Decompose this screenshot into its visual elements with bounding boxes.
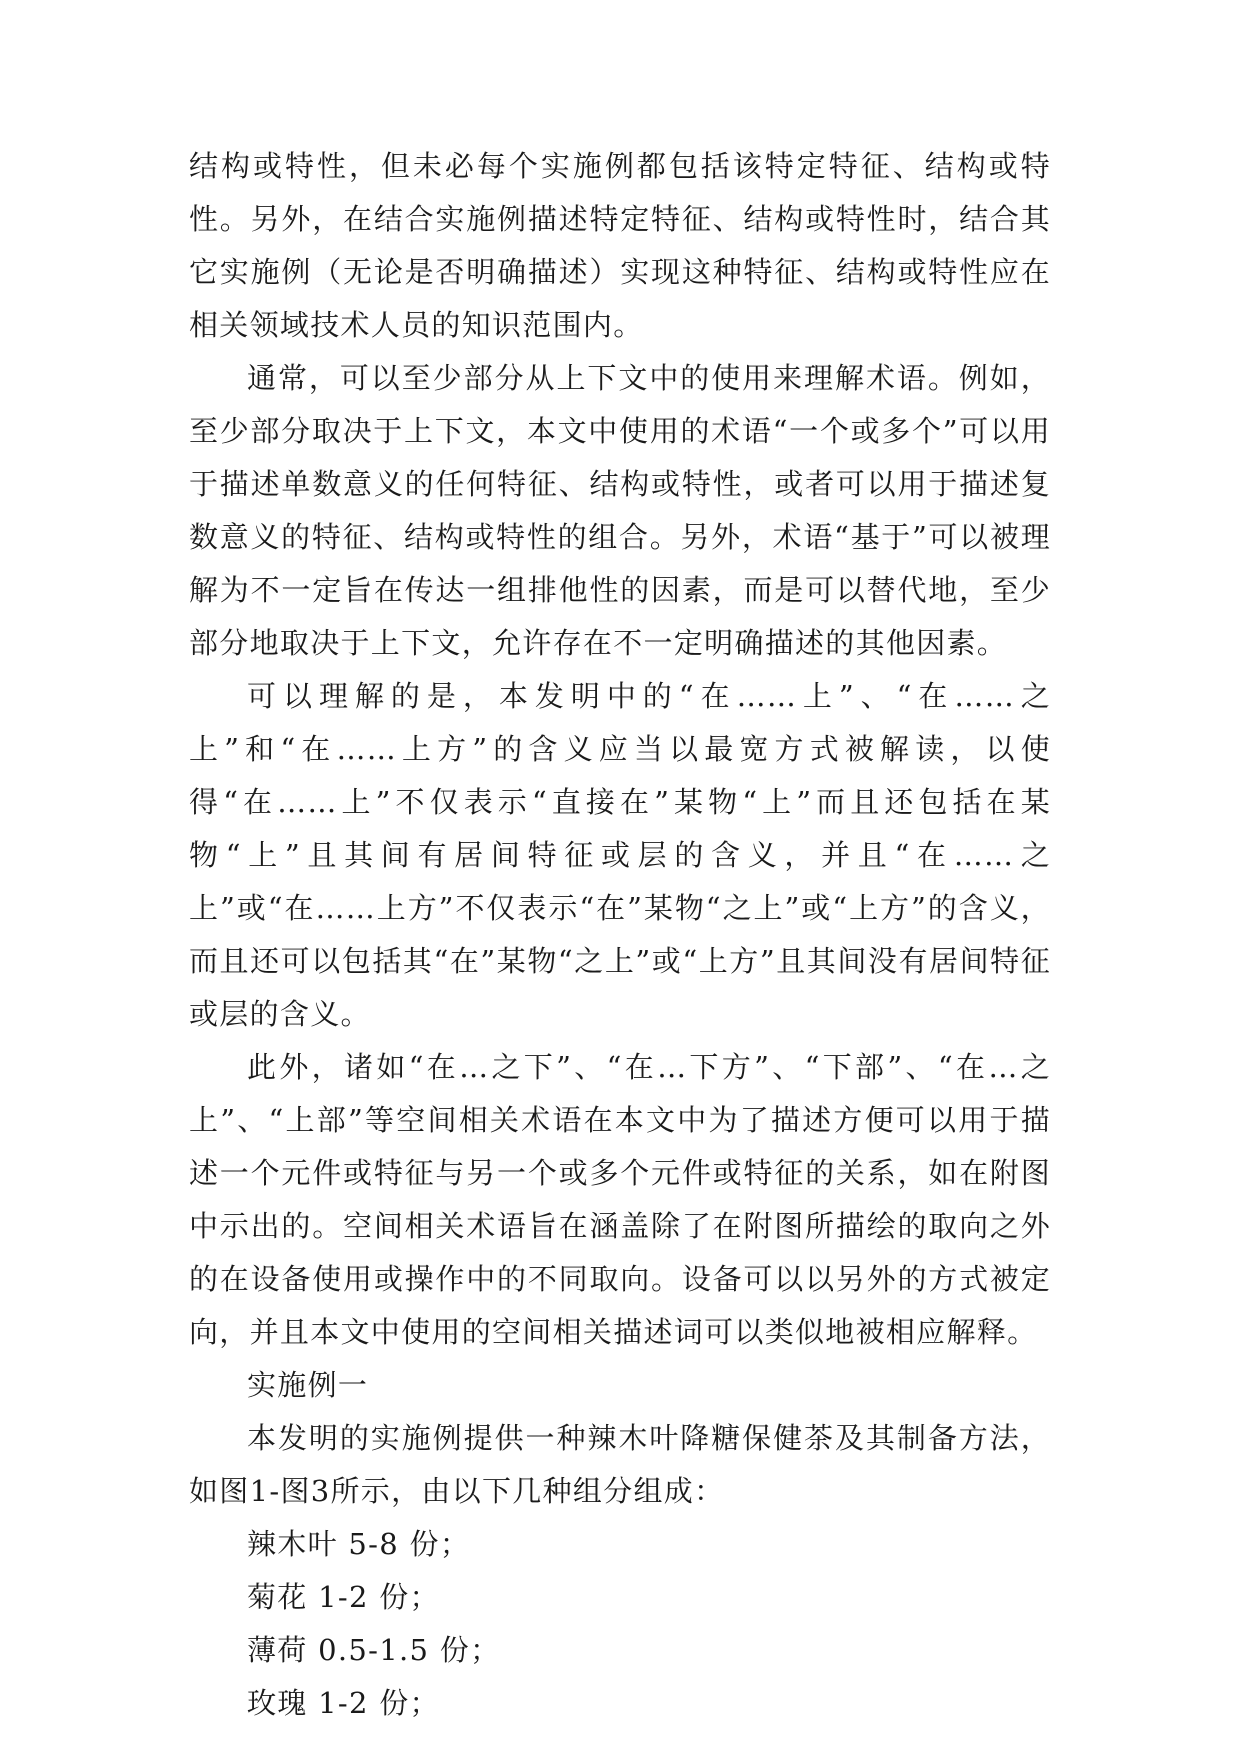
ingredient-item-chrysanthemum: 菊花 1-2 份； (247, 1580, 440, 1614)
ingredient-item-rose: 玫瑰 1-2 份； (247, 1686, 440, 1720)
paragraph-on-above-meaning: 可以理解的是，本发明中的“在……上”、“在……之上”和“在……上方”的含义应当以最宽方式被解读，以使得“在……上”不仅表示“直接在”某物“上”而且还包括在某物“上”且其间有居间特征或层的含义，并且“在……之上”或“在……上方”不仅表示“在”某物“之上”或“上方”的含义，而且还可以包括其“在”某物“之上”或“上方”且其间没有居间特征或层的含义。 (189, 679, 1051, 1031)
paragraph-embodiment-intro: 本发明的实施例提供一种辣木叶降糖保健茶及其制备方法，如图1-图3所示，由以下几种组分组成： (189, 1421, 1051, 1508)
section-heading: 实施例一 (247, 1368, 369, 1402)
paragraph-spatial-terms: 此外，诸如“在…之下”、“在…下方”、“下部”、“在…之上”、“上部”等空间相关术语在本文中为了描述方便可以用于描述一个元件或特征与另一个或多个元件或特征的关系，如在附图中示出的。空间相关术语旨在涵盖除了在附图所描绘的取向之外的在设备使用或操作中的不同取向。设备可以以另外的方式被定向，并且本文中使用的空间相关描述词可以类似地被相应解释。 (189, 1050, 1051, 1349)
paragraph-terminology: 通常，可以至少部分从上下文中的使用来理解术语。例如，至少部分取决于上下文，本文中使用的术语“一个或多个”可以用于描述单数意义的任何特征、结构或特性，或者可以用于描述复数意义的特征、结构或特性的组合。另外，术语“基于”可以被理解为不一定旨在传达一组排他性的因素，而是可以替代地，至少部分地取决于上下文，允许存在不一定明确描述的其他因素。 (189, 361, 1051, 660)
document-body (189, 140, 1051, 1730)
ingredient-item-mint: 薄荷 0.5-1.5 份； (247, 1633, 501, 1667)
ingredient-item-moringa: 辣木叶 5-8 份； (247, 1527, 471, 1561)
paragraph-continuation: 结构或特性，但未必每个实施例都包括该特定特征、结构或特性。另外，在结合实施例描述特定特征、结构或特性时，结合其它实施例（无论是否明确描述）实现这种特征、结构或特性应在相关领域技术人员的知识范围内。 (189, 149, 1051, 342)
